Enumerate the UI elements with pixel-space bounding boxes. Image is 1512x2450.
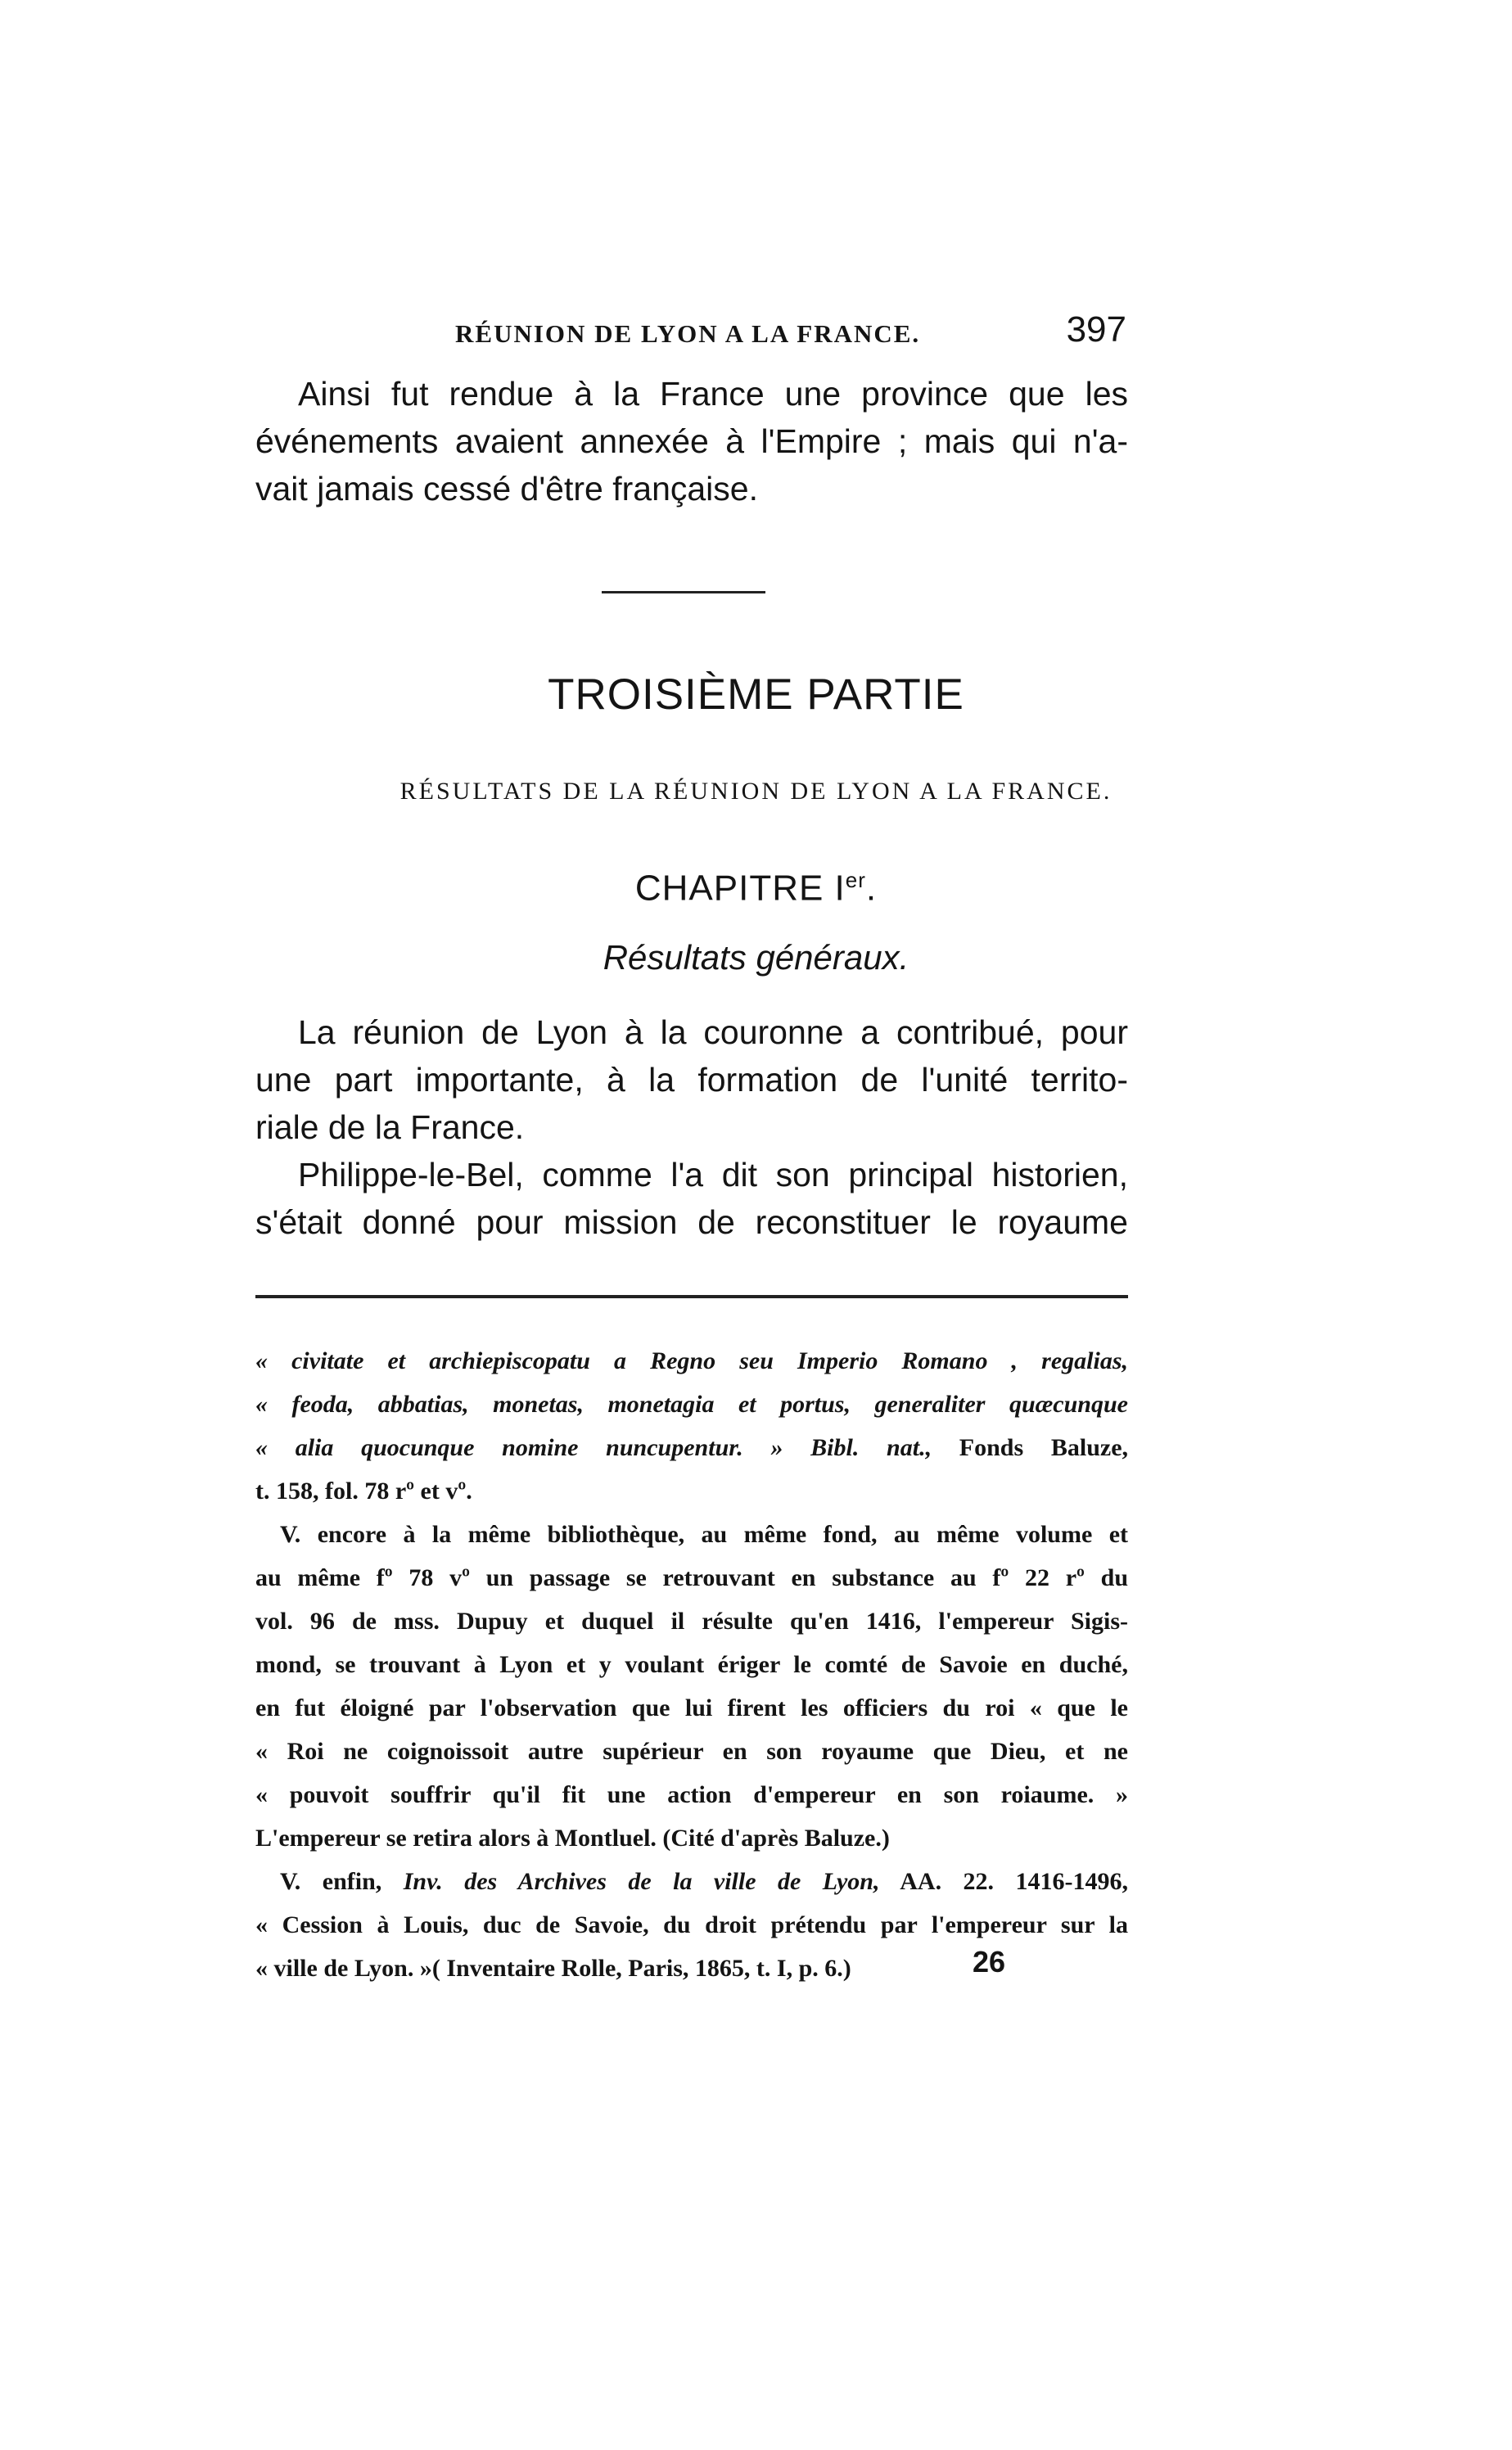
text-line: Philippe-le-Bel, comme l'a dit son principal historien,: [298, 1156, 1128, 1193]
footnote-line: « pouvoit souffrir qu'il fit une action d'empereur en son roiaume. »: [255, 1781, 1128, 1808]
footnote-line: « ville de Lyon. »( Inventaire Rolle, Paris, 1865, t. I, p. 6.): [255, 1955, 851, 1982]
footnote-line: au même fº 78 vº un passage se retrouvant en substance au fº 22 rº du: [255, 1564, 1128, 1591]
paragraph-2-and-3: [255, 1008, 1128, 1246]
part-subtitle: RÉSULTATS DE LA RÉUNION DE LYON A LA FRANCE.: [399, 778, 1113, 805]
footnote-text: V. enfin,: [280, 1868, 404, 1895]
text-line: La réunion de Lyon à la couronne a contribué, pour: [298, 1013, 1128, 1051]
section-divider: [602, 591, 765, 593]
footnote-line: « feoda, abbatias, monetas, monetagia et portus, generaliter quæcunque: [255, 1391, 1128, 1418]
footnote-line: t. 158, fol. 78 rº et vº.: [255, 1478, 472, 1505]
footnote-text: AA. 22. 1416-1496,: [879, 1868, 1128, 1895]
footnote-line: [255, 1860, 1128, 1903]
running-head-title: RÉUNION DE LYON A LA FRANCE.: [455, 319, 921, 348]
chapter-title-superscript: er: [845, 868, 866, 892]
chapter-title: [0, 868, 1512, 909]
running-head: [455, 309, 1126, 359]
footnote-line: vol. 96 de mss. Dupuy et duquel il résulte qu'en 1416, l'empereur Sigis-: [255, 1608, 1128, 1635]
signature-mark: 26: [973, 1945, 1006, 1978]
footnote-italic-text: « alia quocunque nomine nuncupentur. » Bibl. nat.,: [255, 1434, 932, 1461]
footnote-line: [255, 1426, 1128, 1469]
footnote-text: Fonds Baluze,: [932, 1434, 1129, 1461]
text-line: s'était donné pour mission de reconstituer le royaume: [255, 1203, 1128, 1241]
paragraph-1: [255, 370, 1128, 512]
text-line: une part importante, à la formation de l'unité territo-: [255, 1061, 1128, 1099]
footnote-separator: [255, 1295, 1128, 1298]
text-line: événements avaient annexée à l'Empire ; mais qui n'a-: [255, 422, 1128, 460]
text-line: Ainsi fut rendue à la France une province que les: [298, 375, 1128, 413]
footnote-line: en fut éloigné par l'observation que lui firent les officiers du roi « que le: [255, 1694, 1128, 1721]
chapter-subtitle: Résultats généraux.: [603, 938, 909, 977]
footnotes: [255, 1339, 1128, 1990]
text-line: riale de la France.: [255, 1108, 525, 1146]
footnote-line: L'empereur se retira alors à Montluel. (Cité d'après Baluze.): [255, 1825, 890, 1852]
footnote-line: « Roi ne coignoissoit autre supérieur en son royaume que Dieu, et ne: [255, 1738, 1128, 1765]
text-line: vait jamais cessé d'être française.: [255, 470, 758, 508]
chapter-title-period: .: [865, 868, 878, 909]
chapter-title-text: CHAPITRE I: [634, 868, 846, 909]
footnote-italic-text: Inv. des Archives de la ville de Lyon,: [403, 1868, 880, 1895]
footnote-line: « Cession à Louis, duc de Savoie, du droit prétendu par l'empereur sur la: [255, 1911, 1128, 1938]
page-number: 397: [1066, 309, 1126, 350]
footnote-line: « civitate et archiepiscopatu a Regno seu Imperio Romano , regalias,: [255, 1347, 1128, 1374]
footnote-line: V. encore à la même bibliothèque, au même fond, au même volume et: [280, 1521, 1128, 1548]
footnote-line: mond, se trouvant à Lyon et y voulant ériger le comté de Savoie en duché,: [255, 1651, 1128, 1678]
part-title: TROISIÈME PARTIE: [548, 670, 964, 719]
